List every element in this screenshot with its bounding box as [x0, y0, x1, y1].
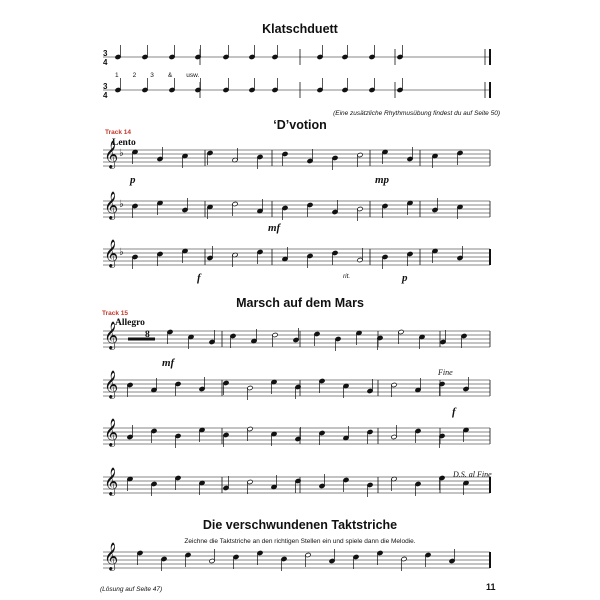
- treble-clef: 𝄞: [104, 239, 119, 267]
- treble-clef: 𝄞: [104, 140, 119, 168]
- tempo-allegro: Allegro: [115, 318, 145, 328]
- klatschduett-title: Klatschduett: [262, 22, 338, 36]
- count-2: 2: [132, 72, 137, 79]
- count-usw: usw.: [186, 72, 200, 79]
- ds-al-fine: D.S. al Fine: [453, 470, 492, 479]
- dynamic-p-1: p: [130, 174, 136, 186]
- rit-marking: rit.: [343, 273, 351, 280]
- flat-sign: ♭: [119, 148, 124, 159]
- treble-clef: 𝄞: [104, 418, 119, 446]
- marsch-title: Marsch auf dem Mars: [236, 296, 364, 310]
- time-sig-top: 3: [103, 82, 108, 91]
- rhythm-note: (Eine zusätzliche Rhythmusübung findest du auf Seite 50): [333, 110, 500, 117]
- taktstriche-instruction: Zeichne die Taktstriche an den richtigen Stellen ein und spiele dann die Melodie.: [184, 538, 416, 545]
- dvotion-title: ‘D’votion: [273, 118, 327, 132]
- flat-sign: ♭: [119, 199, 124, 210]
- dynamic-p-2: p: [402, 272, 408, 284]
- count-3: 3: [150, 72, 154, 79]
- time-sig-top: 3: [103, 49, 108, 58]
- time-sig-bottom: 4: [103, 58, 108, 67]
- dynamic-f: f: [197, 272, 201, 284]
- treble-clef: 𝄞: [104, 467, 119, 495]
- dynamic-mf-2: mf: [162, 357, 175, 369]
- dynamic-mp: mp: [375, 174, 390, 186]
- solution-note: (Lösung auf Seite 47): [100, 586, 163, 593]
- count-1: 1: [115, 72, 119, 79]
- count-and: &: [167, 72, 173, 79]
- dynamic-mf: mf: [268, 222, 281, 234]
- treble-clef: 𝄞: [104, 542, 119, 570]
- page-number: 11: [486, 582, 496, 592]
- treble-clef: 𝄞: [104, 191, 119, 219]
- multirest-count: 8: [145, 330, 150, 340]
- track-15-label: Track 15: [102, 310, 129, 317]
- track-14-label: Track 14: [105, 129, 132, 136]
- time-sig-bottom: 4: [103, 91, 108, 100]
- treble-clef: 𝄞: [104, 321, 119, 349]
- treble-clef: 𝄞: [104, 370, 119, 398]
- taktstriche-title: Die verschwundenen Taktstriche: [202, 518, 398, 532]
- tempo-lento: Lento: [112, 138, 136, 148]
- dynamic-f-2: f: [452, 406, 456, 418]
- flat-sign: ♭: [119, 247, 124, 258]
- fine-marking: Fine: [438, 368, 453, 377]
